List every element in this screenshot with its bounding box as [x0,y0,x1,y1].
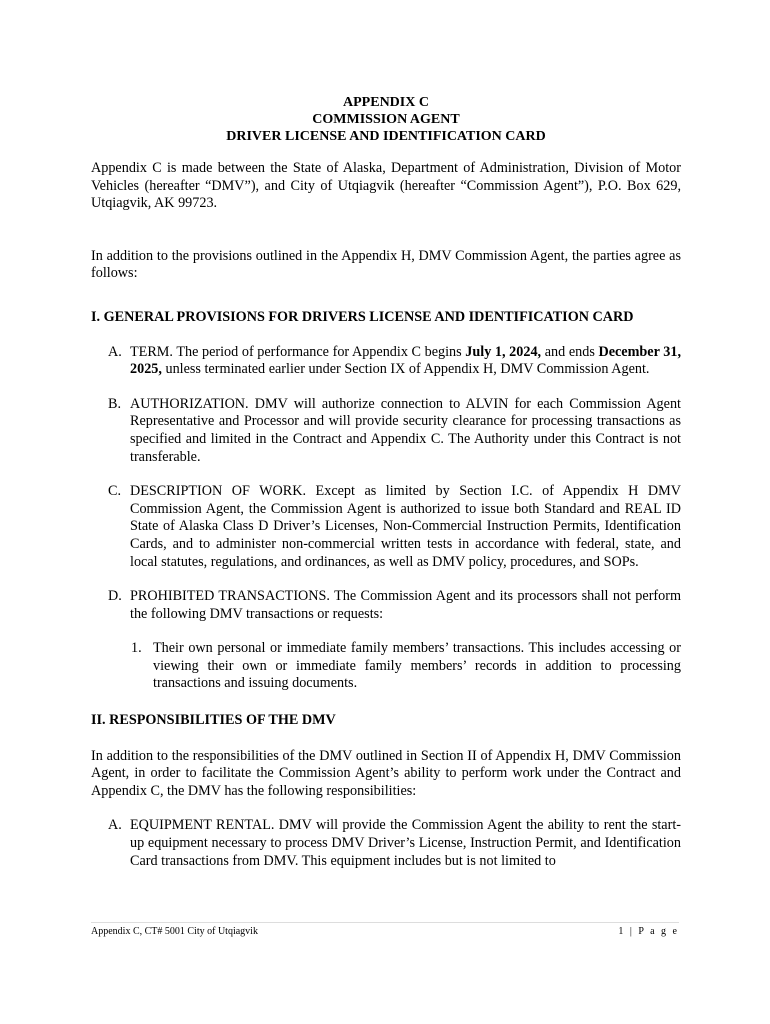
list-marker: A. [108,817,122,834]
section-1-item-b [91,396,681,466]
section-2-list [91,817,681,870]
footer-page-number: 1 | P a g e [618,926,679,937]
section-1-item-c [91,483,681,571]
section-1-item-d [91,588,681,623]
document-title [91,94,681,145]
intro-paragraph: Appendix C is made between the State of Alaska, Department of Administration, Division of Motor Vehicles (hereafter “DMV”), and City of Utqiagvik (hereafter “Commission Agent”), P.O. Box 629, Utqiagvik, AK 99723. [91,160,681,212]
term-text-pre: TERM. The period of performance for Appendix C begins [130,343,466,360]
prohibited-transactions-sublist [91,640,681,693]
title-line-license-card: DRIVER LICENSE AND IDENTIFICATION CARD [226,129,546,144]
section-1-list [91,344,681,624]
section-1-heading: I. GENERAL PROVISIONS FOR DRIVERS LICENSE AND IDENTIFICATION CARD [91,308,634,325]
list-marker: D. [108,588,122,605]
title-line-appendix: APPENDIX C [343,95,429,110]
prohibited-item-1 [91,640,681,693]
equipment-rental-text: EQUIPMENT RENTAL. DMV will provide the Commission Agent the ability to rent the start-up equipment necessary to process DMV Driver’s License, Instruction Permit, and Identification Card transactions from DMV. This equipment includes but is not limited to [130,817,681,869]
list-marker: 1. [131,640,142,657]
section-2-intro: In addition to the responsibilities of the DMV outlined in Section II of Appendix H, DMV Commission Agent, in order to facilitate the Commission Agent’s ability to perform work under the Contract and Appendix C, the DMV has the following responsibilities: [91,747,681,799]
term-text-mid: and ends [541,343,599,360]
list-marker: B. [108,395,122,412]
section-2-heading: II. RESPONSIBILITIES OF THE DMV [91,712,336,729]
page-footer [91,922,679,938]
list-marker: C. [108,483,122,500]
term-text-post: unless terminated earlier under Section IX of Appendix H, DMV Commission Agent. [161,361,650,378]
description-of-work-text: DESCRIPTION OF WORK. Except as limited by Section I.C. of Appendix H DMV Commission Agent, the Commission Agent is authorized to issue both Standard and REAL ID State of Alaska Class D Driver’s Licenses, Non-Commercial Instruction Permits, Identification Cards, and to administer non-commercial written tests in accordance with federal, state, and local statutes, regulations, and ordinances, as well as DMV policy, procedures, and SOPs. [130,483,681,570]
prohibited-transactions-text: PROHIBITED TRANSACTIONS. The Commission Agent and its processors shall not perform the following DMV transactions or requests: [130,588,681,622]
prohibited-item-1-text: Their own personal or immediate family members’ transactions. This includes accessing or viewing their own or immediate family members’ records in addition to processing transactions and issuing documents. [153,640,681,692]
addition-paragraph: In addition to the provisions outlined in the Appendix H, DMV Commission Agent, the parties agree as follows: [91,247,681,282]
term-end-date: December 31, 2025, [130,343,681,378]
term-start-date: July 1, 2024, [465,343,542,360]
title-line-commission-agent: COMMISSION AGENT [312,112,460,127]
list-marker: A. [108,343,122,360]
section-2-item-a [91,817,681,870]
authorization-text: AUTHORIZATION. DMV will authorize connection to ALVIN for each Commission Agent Representative and Processor and will provide security clearance for processing transactions as specified and limited in the Contract and Appendix C. The Authority under this Contract is not transferable. [130,395,681,465]
footer-document-id: Appendix C, CT# 5001 City of Utqiagvik [91,926,258,937]
section-1-item-a [91,344,681,379]
